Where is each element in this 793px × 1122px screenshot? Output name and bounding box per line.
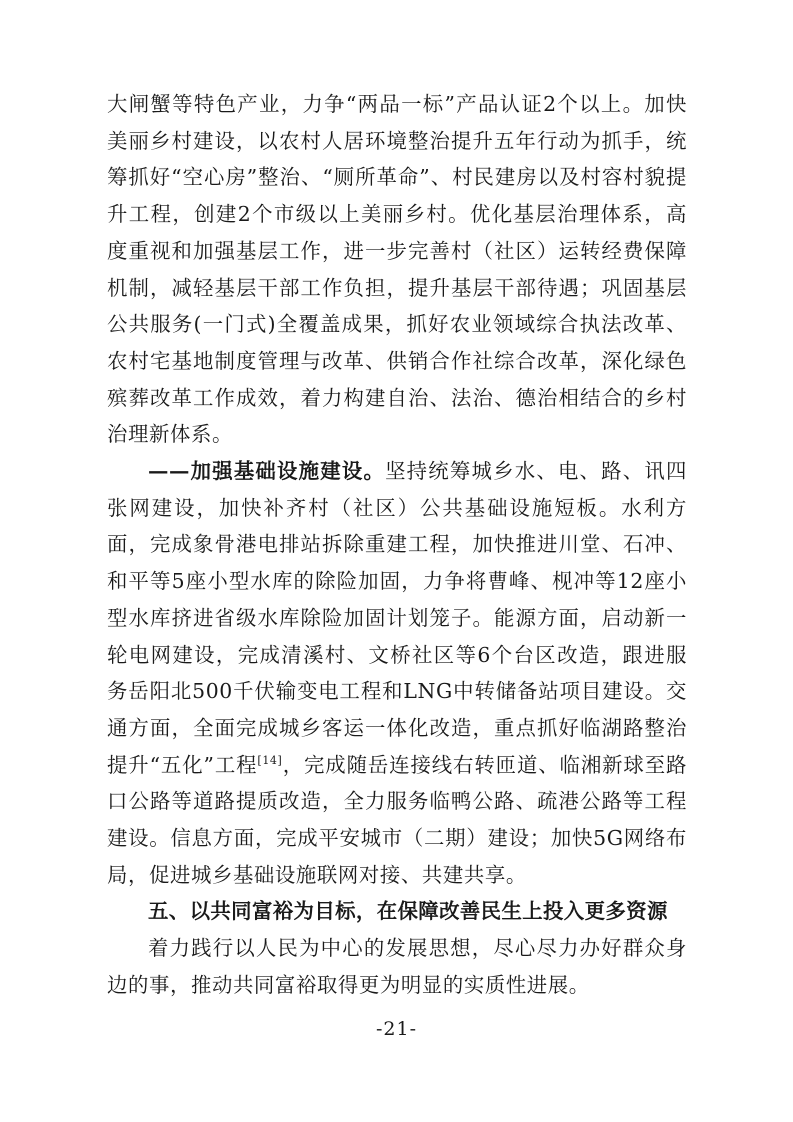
paragraph-rural-governance: 大闸蟹等特色产业，力争“两品一标”产品认证2个以上。加快美丽乡村建设，以农村人居环境整治提升五年行动为抓手，统筹抓好“空心房”整治、“厕所革命”、村民建房以及村容村貌提升工程，创建2个市级以上美丽乡村。优化基层治理体系，高度重视和加强基层工作，进一步完善村（社区）运转经费保障机制，减轻基层干部工作负担，提升基层干部待遇；巩固基层公共服务(一门式)全覆盖成果，抓好农业领域综合执法改革、农村宅基地制度管理与改革、供销合作社综合改革，深化绿色殡葬改革工作成效，着力构建自治、法治、德治相结合的乡村治理新体系。 bbox=[107, 92, 687, 447]
infrastructure-text-part-1: 坚持统筹城乡水、电、路、讯四张网建设，加快补齐村（社区）公共基础设施短板。水利方面，完成象骨港电排站拆除重建工程，加快推进川堂、石冲、和平等5座小型水库的除险加固，力争将曹峰、枧冲等12座小型水库挤进省级水库除险加固计划笼子。能源方面，启动新一轮电网建设，完成清溪村、文桥社区等6个台区改造，跟进服务岳阳北500千伏输变电工程和LNG中转储备站项目建设。交通方面，全面完成城乡客运一体化改造，重点抓好临湖路整治提升“五化”工程 bbox=[107, 459, 687, 777]
section-lead-infrastructure: ——加强基础设施建设。 bbox=[148, 459, 386, 484]
page-number: -21- bbox=[375, 1018, 418, 1040]
body-text bbox=[107, 86, 687, 1004]
paragraph-livelihood: 着力践行以人民为中心的发展思想，尽心尽力办好群众身边的事，推动共同富裕取得更为明显的实质性进展。 bbox=[107, 936, 687, 997]
section-heading-common-prosperity: 五、以共同富裕为目标，在保障改善民生上投入更多资源 bbox=[148, 899, 668, 924]
footnote-reference: [14] bbox=[257, 753, 283, 767]
infrastructure-text-part-2: ，完成随岳连接线右转匝道、临湘新球至路口公路等道路提质改造，全力服务临鸭公路、疏港公路等工程建设。信息方面，完成平安城市（二期）建设；加快5G网络布局，促进城乡基础设施联网对接、共建共享。 bbox=[107, 752, 687, 887]
paragraph-infrastructure bbox=[107, 453, 687, 893]
